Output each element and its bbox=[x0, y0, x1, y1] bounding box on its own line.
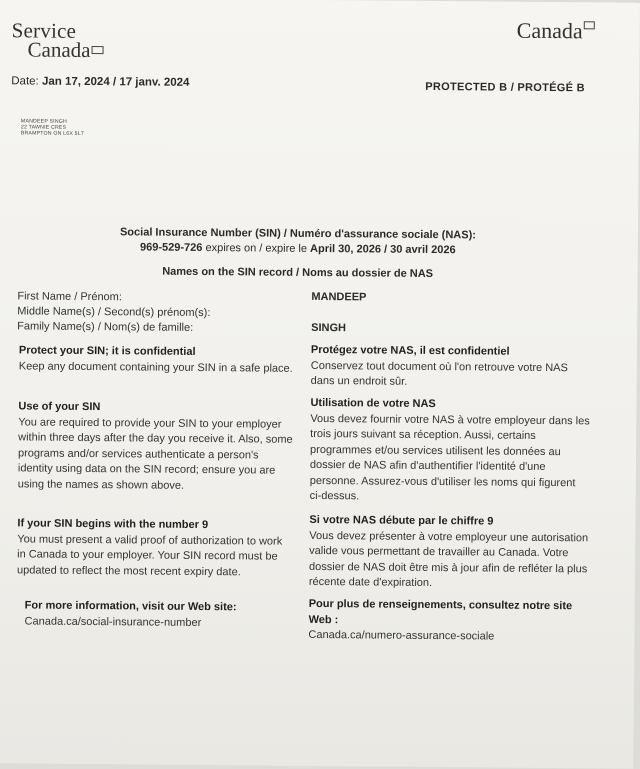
canada-wordmark: Canada bbox=[517, 18, 595, 45]
service-canada-logo: Service Canada bbox=[11, 21, 90, 60]
info-link-en: Canada.ca/social-insurance-number bbox=[24, 614, 202, 629]
nine-section-fr: Si votre NAS débute par le chiffre 9 Vous devez présenter à votre employeur une autorisation valide vous permettant de travailler au Canada. Votre dossier de NAS doit être mis à jour afin de refléter la plus récente date d'expiration. bbox=[308, 513, 589, 590]
protected-classification: PROTECTED B / PROTÉGÉ B bbox=[425, 80, 585, 95]
info-link-fr: Canada.ca/numero-assurance-sociale bbox=[308, 628, 495, 643]
info-section-en: For more information, visit our Web site: Canada.ca/social-insurance-number bbox=[24, 598, 299, 631]
sin-expiry-line: 969-529-726 expires on / expire le April 30, 2026 / 30 avril 2026 bbox=[140, 241, 456, 257]
flag-icon bbox=[92, 46, 104, 54]
sin-expiry-date: April 30, 2026 / 30 avril 2026 bbox=[310, 242, 456, 257]
first-name-value: MANDEEP bbox=[311, 290, 367, 304]
use-section-en: Use of your SIN You are required to provide your SIN to your employer within three days after the day you receive it. Also, some programs and/or services authenticate a person's identity using data on the SIN record; ensure you are using the names as shown above. bbox=[17, 400, 293, 492]
sin-title: Social Insurance Number (SIN) / Numéro d'assurance sociale (NAS): bbox=[119, 226, 476, 242]
use-section-fr: Utilisation de votre NAS Vous devez fournir votre NAS à votre employeur dans les trois jours suivant sa réception. Aussi, certains programmes et/ou services utilisent les données au dossier de NAS afin d'authentifier l'identité d'une personne. Assurez-vous d'utiliser les noms qui figurent ci-dessus. bbox=[309, 396, 590, 503]
protect-section-fr: Protégez votre NAS, il est confidentiel Conservez tout document où l'on retrouve votre NAS dans un endroit sûr. bbox=[310, 343, 568, 388]
middle-name-label: Middle Name(s) / Second(s) prénom(s): bbox=[17, 305, 211, 320]
mailing-address: MANDEEP SINGH 22 TAWNIE CRES BRAMPTON ON L6X 5L7 bbox=[20, 118, 84, 137]
sin-number: 969-529-726 bbox=[140, 241, 203, 254]
family-name-label: Family Name(s) / Nom(s) de famille: bbox=[17, 320, 194, 334]
letter-date: Date: Jan 17, 2024 / 17 janv. 2024 bbox=[11, 75, 190, 89]
info-section-fr: Pour plus de renseignements, consultez notre site Web : Canada.ca/numero-assurance-sociale bbox=[308, 597, 588, 646]
flag-icon bbox=[584, 21, 595, 29]
first-name-label: First Name / Prénom: bbox=[17, 290, 122, 304]
nine-section-en: If your SIN begins with the number 9 You must present a valid proof of authorization to work in Canada to your employer. Your SIN record must be updated to reflect the most recent expiry date. bbox=[16, 517, 283, 578]
protect-section-en: Protect your SIN; it is confidential Keep any document containing your SIN in a safe place. bbox=[18, 344, 293, 375]
names-heading: Names on the SIN record / Noms au dossier de NAS bbox=[162, 265, 434, 280]
family-name-value: SINGH bbox=[311, 321, 347, 335]
